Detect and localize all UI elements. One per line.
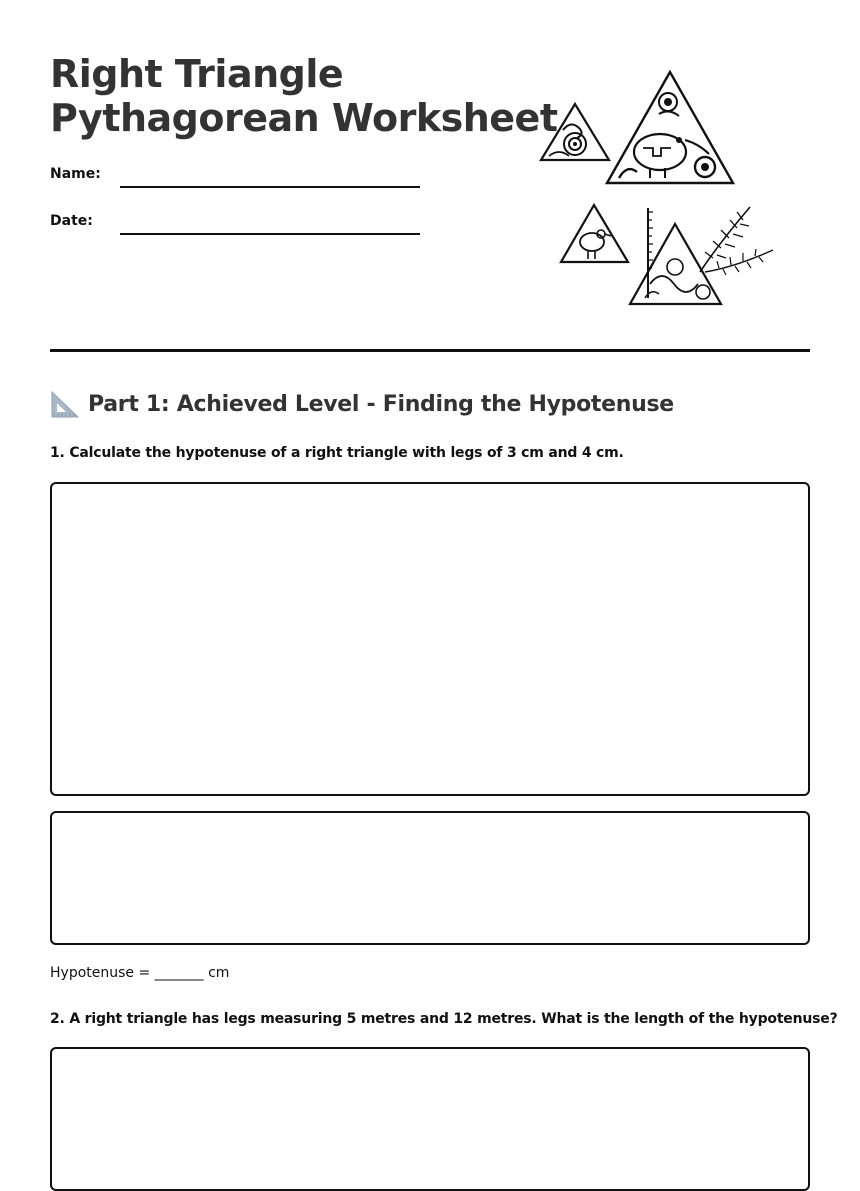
worksheet-title-line1: Right Triangle	[50, 52, 344, 96]
question-2: 2. A right triangle has legs measuring 5 metres and 12 metres. What is the length of the hypotenuse?	[50, 1011, 838, 1027]
ruler-icon	[648, 208, 653, 298]
triangle-fern-icon	[630, 207, 773, 304]
question-1: 1. Calculate the hypotenuse of a right triangle with legs of 3 cm and 4 cm.	[50, 445, 624, 461]
worksheet-title-line2: Pythagorean Worksheet	[50, 96, 558, 140]
name-line[interactable]	[120, 186, 420, 188]
name-label: Name:	[50, 166, 101, 182]
worksheet-title	[50, 52, 558, 140]
header-divider	[50, 349, 810, 352]
part1-heading-row	[50, 388, 674, 420]
triangle-bird-icon	[561, 205, 628, 262]
decorative-triangles-illustration	[535, 62, 785, 312]
date-label: Date:	[50, 213, 93, 229]
question-1-working-box[interactable]	[50, 482, 810, 796]
triangle-kiwi-icon	[607, 72, 733, 183]
set-square-icon	[50, 389, 80, 419]
question-2-working-box[interactable]	[50, 1047, 810, 1191]
date-line[interactable]	[120, 233, 420, 235]
question-1-answer-box[interactable]	[50, 811, 810, 945]
question-1-answer-line: Hypotenuse = _______ cm	[50, 965, 230, 981]
part1-heading: Part 1: Achieved Level - Finding the Hypotenuse	[88, 391, 674, 417]
triangle-spiral-icon	[541, 104, 609, 160]
